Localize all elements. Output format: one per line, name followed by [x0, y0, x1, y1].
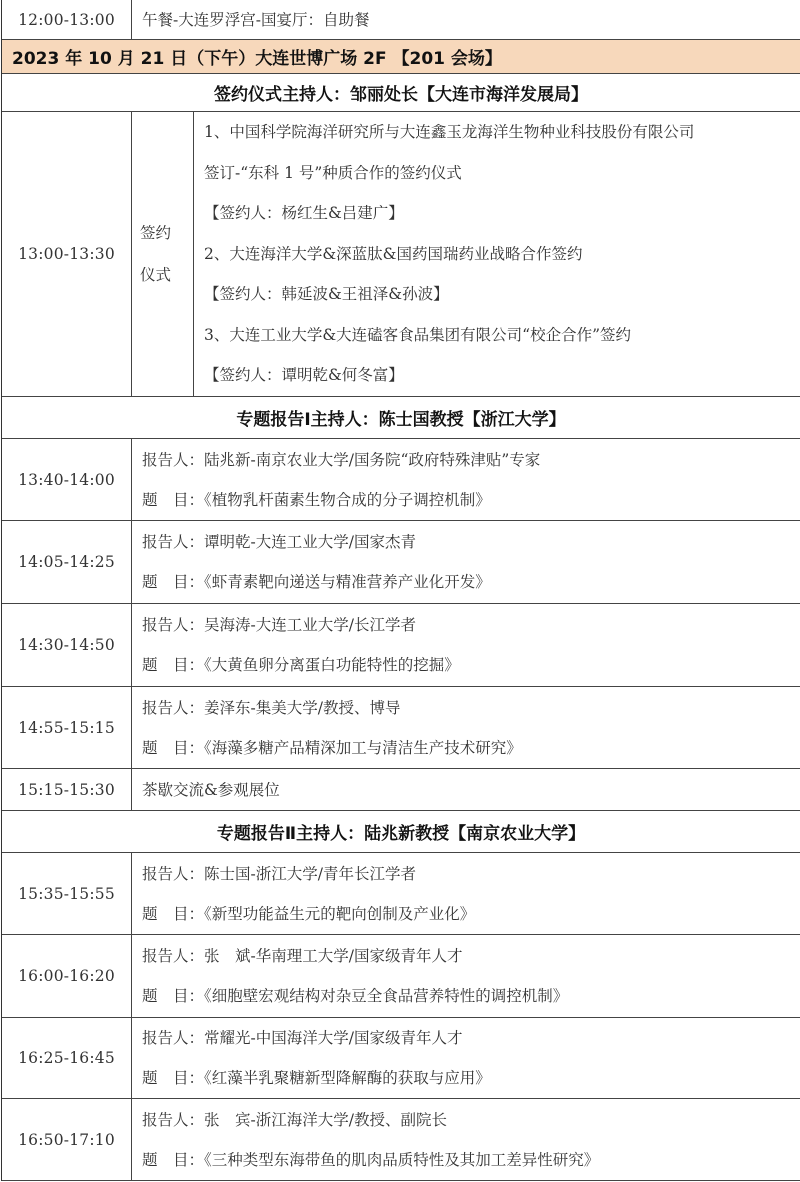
talk-content	[132, 1018, 800, 1098]
signing-line: 3、大连工业大学&大连磕客食品集团有限公司“校企合作”签约	[204, 325, 632, 344]
talk-content	[132, 853, 800, 934]
time-cell: 13:40-14:00	[2, 439, 132, 520]
signing-line: 2、大连海洋大学&深蓝肽&国药国瑞药业战略合作签约	[204, 244, 583, 263]
talk-title: 题 目：《植物乳杆菌素生物合成的分子调控机制》	[142, 490, 491, 509]
time-cell: 14:05-14:25	[2, 521, 132, 603]
talk-speaker: 报告人：姜泽东-集美大学/教授、博导	[142, 698, 401, 717]
time-cell: 15:15-15:30	[2, 769, 132, 810]
talk-speaker: 报告人：张 宾-浙江海洋大学/教授、副院长	[142, 1110, 447, 1129]
signing-content	[194, 112, 800, 396]
signing-line: 【签约人：杨红生&吕建广】	[204, 204, 404, 223]
time-cell: 16:25-16:45	[2, 1018, 132, 1098]
talk-speaker: 报告人：陆兆新-南京农业大学/国务院“政府特殊津贴”专家	[142, 450, 541, 469]
lunch-text: 午餐-大连罗浮宫-国宴厅：自助餐	[142, 10, 370, 29]
time-cell: 14:55-15:15	[2, 687, 132, 768]
content-cell	[132, 0, 800, 39]
session1-host-row: 专题报告Ⅰ主持人：陈士国教授【浙江大学】	[2, 397, 800, 439]
talk-content	[132, 1099, 800, 1180]
lunch-row	[2, 0, 800, 40]
session2-host-row: 专题报告Ⅱ主持人：陆兆新教授【南京农业大学】	[2, 811, 800, 853]
talk-content	[132, 604, 800, 686]
talk-row	[2, 521, 800, 604]
talk-row	[2, 604, 800, 687]
talk-speaker: 报告人：陈士国-浙江大学/青年长江学者	[142, 864, 416, 883]
agenda-table	[1, 0, 800, 1181]
signing-label-cell	[132, 112, 194, 396]
talk-row	[2, 935, 800, 1018]
time-cell: 15:35-15:55	[2, 853, 132, 934]
talk-row	[2, 439, 800, 521]
talk-title: 题 目：《红藻半乳聚糖新型降解酶的获取与应用》	[142, 1069, 491, 1087]
talk-content	[132, 687, 800, 768]
signing-host-row: 签约仪式主持人：邹丽处长【大连市海洋发展局】	[2, 74, 800, 112]
talk-speaker: 报告人：常耀光-中国海洋大学/国家级青年人才	[142, 1029, 463, 1047]
talk-speaker: 报告人：吴海涛-大连工业大学/长江学者	[142, 616, 416, 634]
signing-line: 1、中国科学院海洋研究所与大连鑫玉龙海洋生物种业科技股份有限公司	[204, 123, 695, 142]
talk-title: 题 目：《海藻多糖产品精深加工与清洁生产技术研究》	[142, 738, 522, 757]
talk-title: 题 目：《新型功能益生元的靶向创制及产业化》	[142, 904, 476, 923]
session-banner: 2023 年 10 月 21 日（下午）大连世博广场 2F 【201 会场】	[2, 40, 800, 74]
talk-row	[2, 1018, 800, 1099]
time-cell: 13:00-13:30	[2, 112, 132, 396]
signing-row	[2, 112, 800, 397]
signing-label-line: 签约	[140, 224, 172, 242]
talk-row	[2, 853, 800, 935]
time-cell: 14:30-14:50	[2, 604, 132, 686]
signing-label-line: 仪式	[140, 266, 172, 284]
time-cell: 16:50-17:10	[2, 1099, 132, 1180]
break-text: 茶歇交流&参观展位	[142, 780, 280, 799]
talk-speaker: 报告人：张 斌-华南理工大学/国家级青年人才	[142, 947, 463, 965]
talk-title: 题 目：《虾青素靶向递送与精准营养产业化开发》	[142, 573, 491, 591]
talk-content	[132, 935, 800, 1017]
talk-title: 题 目：《大黄鱼卵分离蛋白功能特性的挖掘》	[142, 656, 460, 674]
signing-line: 【签约人：韩延波&王祖泽&孙波】	[204, 285, 449, 304]
talk-content	[132, 439, 800, 520]
break-row	[2, 769, 800, 811]
talk-speaker: 报告人：谭明乾-大连工业大学/国家杰青	[142, 533, 416, 551]
talk-row	[2, 1099, 800, 1181]
talk-row	[2, 687, 800, 769]
talk-title: 题 目：《细胞壁宏观结构对杂豆全食品营养特性的调控机制》	[142, 987, 569, 1005]
signing-line: 签订-“东科 1 号”种质合作的签约仪式	[204, 163, 462, 182]
time-cell: 16:00-16:20	[2, 935, 132, 1017]
talk-title: 题 目：《三种类型东海带鱼的肌肉品质特性及其加工差异性研究》	[142, 1150, 600, 1169]
content-cell	[132, 769, 800, 810]
time-cell: 12:00-13:00	[2, 0, 132, 39]
signing-line: 【签约人：谭明乾&何冬富】	[204, 366, 404, 385]
talk-content	[132, 521, 800, 603]
